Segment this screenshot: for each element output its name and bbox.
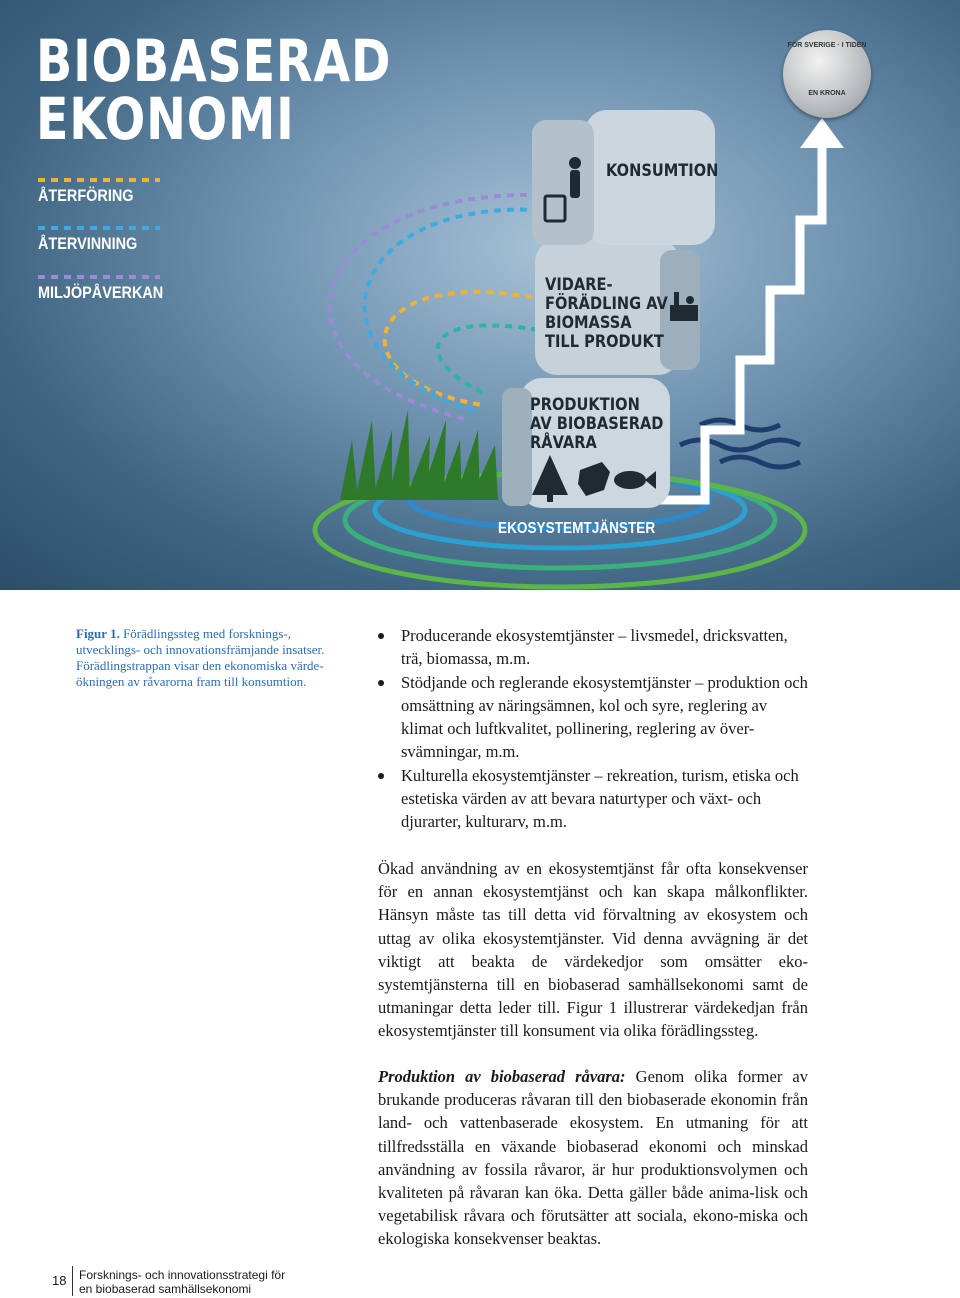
bullet-item-stodjande: Stödjande och reglerande ekosystemtjänster – produktion och omsättning av näringsämnen, kol och syre, reglering av klimat och luftkvalitet, pollinering, reglering av över-svämningar, m.m. (378, 671, 808, 764)
bullet-item-kulturella: Kulturella ekosystemtjänster – rekreation, turism, etiska och estetiska värden av att bevara naturtyper och växt- och djurarter, kulturarv, m.m. (378, 764, 808, 834)
legend-aterforing: ÅTERFÖRING (38, 186, 134, 205)
figure-illustration (0, 0, 960, 590)
caption-label: Figur 1. (76, 626, 120, 641)
paragraph-konsekvenser: Ökad användning av en ekosystemtjänst får ofta konsekvenser för en annan ekosystemtjänst och kan skapa målkonflikter. Hänsyn måste tas till detta vid förvaltning av ekosystem och uttag av olika ekosystemtjänster. Vid denna avvägning är det viktigt att beakta de värdekedjor som omsätter eko-systemtjänsterna till en biobaserad samhällsekonomi samt de utmaningar detta leder till. Figur 1 illustrerar värdekedjan från ekosystemtjänster till konsument via olika förädlingssteg. (378, 859, 808, 1041)
arrow-head-icon (800, 118, 844, 148)
legend-miljopaverkan: MILJÖPÅVERKAN (38, 283, 164, 302)
paragraph-produktion (378, 1065, 808, 1251)
cube-label-vidareforadling: VIDARE- FÖRÄDLING AV BIOMASSA TILL PRODUKT (545, 275, 668, 352)
coin-text-top: FÖR SVERIGE · I TIDEN (787, 42, 867, 49)
footer-line1: Forsknings- och innovationsstrategi för (79, 1268, 286, 1282)
flow-arrows (330, 195, 545, 420)
figure-title-line2: EKONOMI (36, 85, 295, 153)
footer-title (79, 1268, 285, 1296)
footer-divider (72, 1266, 73, 1296)
ecosystem-services-label: EKOSYSTEMTJÄNSTER (498, 520, 656, 537)
page-number: 18 (52, 1273, 67, 1288)
paragraph-lead: Produktion av biobaserad råvara: (378, 1067, 626, 1086)
figure-title (36, 27, 392, 153)
bullet-item-producerande: Producerande ekosystemtjänster – livsmedel, dricksvatten, trä, biomassa, m.m. (378, 624, 808, 671)
legend-atervinning: ÅTERVINNING (38, 234, 138, 253)
grass-icon (340, 410, 498, 500)
coin-icon (783, 30, 871, 118)
cube-label-konsumtion: KONSUMTION (606, 161, 719, 181)
figure-title-line1: BIOBASERAD (36, 27, 392, 95)
paragraph-body: Genom olika former av brukande produceras råvaran till den biobaserade ekonomin från land- och vattenbaserade ekosystem. En utmaning för att tillfredsställa en växande biobaserad ekonomi och minskad användning av fossila råvaror, är hur produktionsvolymen och kvaliteten på råvaran kan öka. Detta gäller både anima-lisk och vegetabilisk råvara och förutsätter att sociala, ekono-miska och ekologiska konsekvenser beaktas. (378, 1067, 808, 1249)
cube-label-produktion: PRODUKTION AV BIOBASERAD RÅVARA (530, 395, 664, 453)
bullet-list (378, 624, 808, 834)
coin-text-bottom: EN KRONA (808, 90, 846, 97)
caption-text: Förädlingssteg med forsknings-, utvecklings- och innovationsfrämjande insatser. Förädlingstrappan visar den ekonomiska värde-ökningen av råvarorna fram till konsumtion. (76, 626, 325, 689)
figure-caption (76, 626, 341, 690)
footer-line2: en biobaserad samhällsekonomi (79, 1282, 252, 1296)
